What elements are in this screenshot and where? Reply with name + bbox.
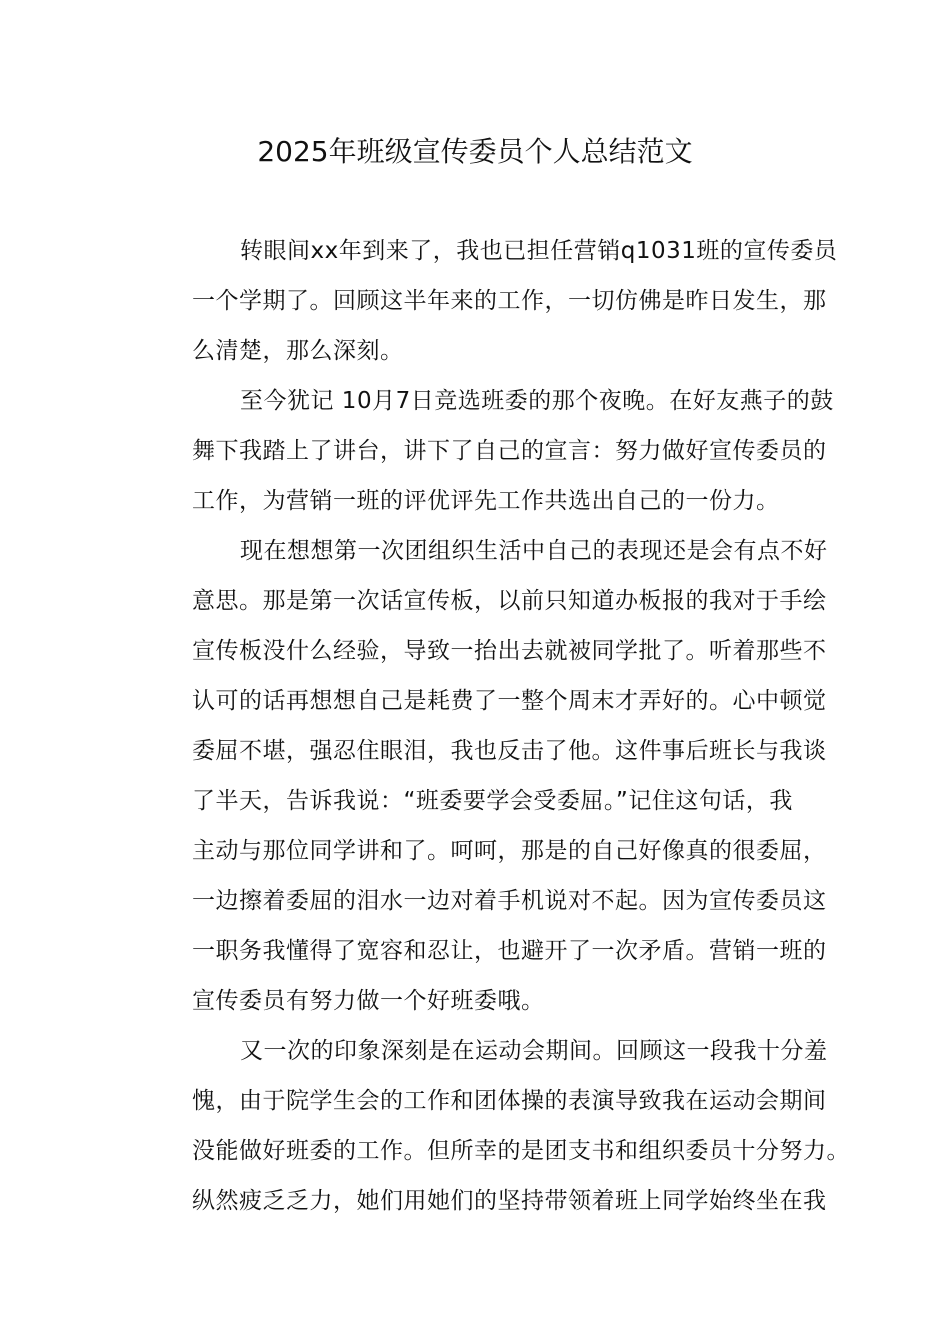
paragraph-4 [144,1026,850,1226]
text-line: 一边擦着委屈的泪水一边对着手机说对不起。因为宣传委员这 [192,888,827,914]
document-title: 2025年班级宣传委员个人总结范文 [257,135,693,168]
text-line: 认可的话再想想自己是耗费了一整个周末才弄好的。心中顿觉 [192,688,827,714]
text-line: 工作，为营销一班的评优评先工作共选出自己的一份力。 [192,488,780,514]
text-line: 了半天，告诉我说：“班委要学会受委屈。”记住这句话，我 [192,788,793,814]
text-line: 宣传板没什么经验，导致一抬出去就被同学批了。听着那些不 [192,638,827,664]
text-line: 意思。那是第一次话宣传板，以前只知道办板报的我对于手绘 [192,588,827,614]
text-line: 愧，由于院学生会的工作和团体操的表演导致我在运动会期间 [192,1088,827,1114]
paragraph-1 [144,226,838,376]
text-line: 一职务我懂得了宽容和忍让，也避开了一次矛盾。营销一班的 [192,938,827,964]
text-line: 委屈不堪，强忍住眼泪，我也反击了他。这件事后班长与我谈 [192,738,827,764]
text-line: 纵然疲乏乏力，她们用她们的坚持带领着班上同学始终坐在我 [192,1188,827,1214]
paragraph-2 [144,376,834,526]
text-line: 至今犹记 10月7日竞选班委的那个夜晚。在好友燕子的鼓 [240,388,834,414]
text-line: 么清楚，那么深刻。 [192,338,404,364]
paragraph-3 [144,526,828,1026]
text-line: 转眼间xx年到来了，我也已担任营销q1031班的宣传委员 [240,238,838,264]
text-line: 没能做好班委的工作。但所幸的是团支书和组织委员十分努力。 [192,1138,850,1164]
text-line: 一个学期了。回顾这半年来的工作，一切仿佛是昨日发生，那 [192,288,827,314]
text-line: 宣传委员有努力做一个好班委哦。 [192,988,545,1014]
text-line: 现在想想第一次团组织生活中自己的表现还是会有点不好 [240,538,828,564]
text-line: 主动与那位同学讲和了。呵呵，那是的自己好像真的很委屈， [192,838,827,864]
text-line: 舞下我踏上了讲台，讲下了自己的宣言：努力做好宣传委员的 [192,438,827,464]
text-line: 又一次的印象深刻是在运动会期间。回顾这一段我十分羞 [240,1038,828,1064]
document-body [144,226,850,1226]
